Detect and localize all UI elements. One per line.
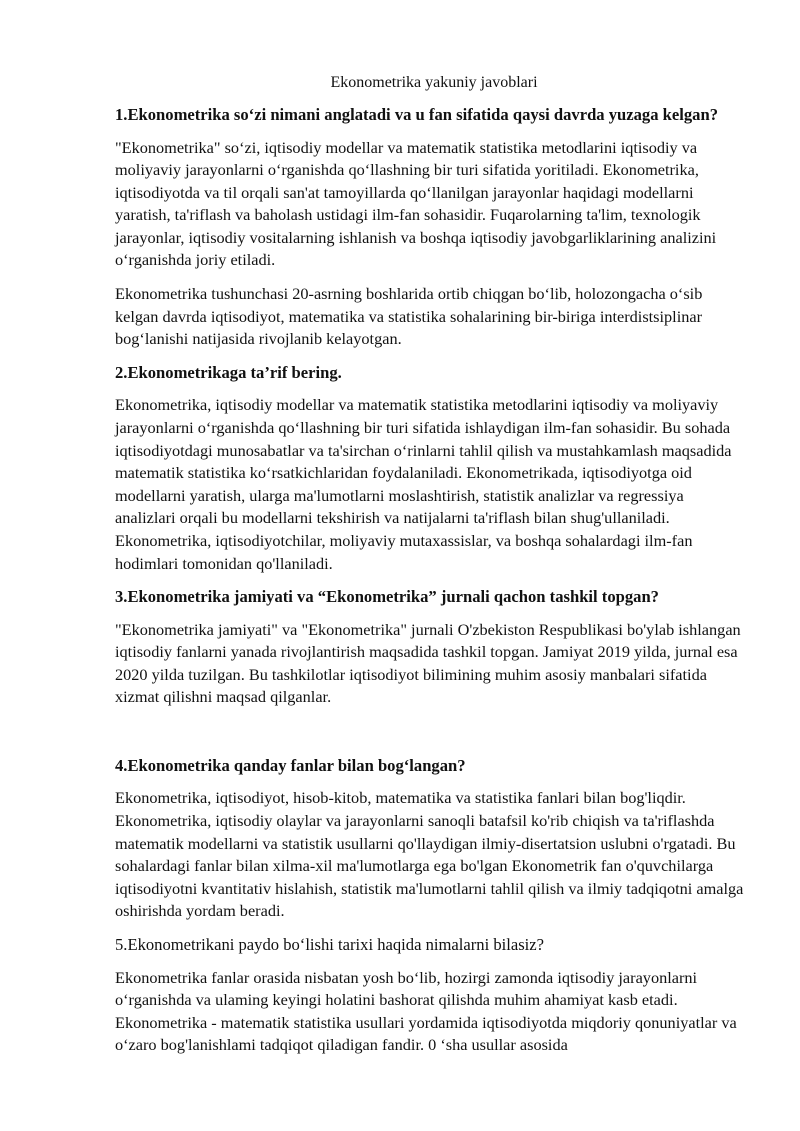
answer-5-paragraph-1: Ekonometrika fanlar orasida nisbatan yosh bo‘lib, hozirgi zamonda iqtisodiy jarayonlarni o‘rganishda va ulaming keyingi holatini bashorat qilishda muhim ahamiyat kasb etadi. Ekonometrika - matematik statistika usullari yordamida iqtisodiyotda miqdoriy qonuniyatlar va o‘zaro bog'lanishlami tadqiqot qiladigan fandir. 0 ‘sha usullar asosida (115, 967, 737, 1055)
answer-4-paragraph-1: Ekonometrika, iqtisodiyot, hisob-kitob, matematika va statistika fanlari bilan bog'liqdir. Ekonometrika, iqtisodiy olaylar va jarayonlarni sanoqli batafsil ko'rib chiqish va ta'riflashda matematik modellarni va statistik usullarni qo'llaydigan ilmiy-disertatsion uslubni o'rgatadi. Bu sohalardagi fanlar bilan xilma-xil ma'lumotlarga ega bo'lgan Ekonometrik fan o'quvchilarga iqtisodiyotni kvantitativ hislahish, statistik ma'lumotlarni tahlil qilish va ilmiy tadqiqotni amalga oshirishda yordam beradi. (115, 788, 744, 921)
question-2: 2.Ekonometrikaga ta’rif bering. (115, 362, 342, 382)
blank-spacer (115, 720, 747, 755)
answer-1-paragraph-2: Ekonometrika tushunchasi 20-asrning boshlarida ortib chiqgan bo‘lib, holozongacha o‘sib kelgan davrda iqtisodiyot, matematika va statistika sohalarining bir-biriga interdistsiplinar bog‘lanishi natijasida rivojlanib kelayotgan. (115, 284, 703, 349)
question-3: 3.Ekonometrika jamiyati va “Ekonometrika” jurnali qachon tashkil topgan? (115, 587, 659, 607)
question-5: 5.Ekonometrikani paydo bo‘lishi tarixi haqida nimalarni bilasiz? (115, 935, 545, 955)
question-1: 1.Ekonometrika so‘zi nimani anglatadi va u fan sifatida qaysi davrda yuzaga kelgan? (115, 105, 718, 124)
answer-1-paragraph-1: "Ekonometrika" so‘zi, iqtisodiy modellar va matematik statistika metodlarini iqtisodiy va moliyaviy jarayonlarni o‘rganishda qo‘llashning bir turi sifatida yoritiladi. Ekonometrika, iqtisodiyotda va til orqali san'at tamoyillarda qo‘llanilgan jarayonlar haqidagi modellarni yaratish, ta'riflash va baholash ustidagi ilm-fan sohasidir. Fuqarolarning ta'lim, texnologik jarayonlar, iqtisodiy vositalarning ishlanish va boshqa iqtisodiy javobgarliklarining analizini o‘rganishda joriy etiladi. (115, 137, 717, 270)
question-4: 4.Ekonometrika qanday fanlar bilan bog‘langan? (115, 755, 466, 775)
document-page (115, 72, 747, 1068)
answer-2-paragraph-1: Ekonometrika, iqtisodiy modellar va matematik statistika metodlarini iqtisodiy va moliyaviy jarayonlarni o‘rganishda qo‘llashning bir turi sifatida ishlaydigan ilm-fan sohasidir. Bu sohada iqtisodiyotdagi munosabatlar va ta'sirchan o‘rinlarni tahlil qilish va mustahkamlash maqsadida matematik statistika ko‘rsatkichlaridan foydalaniladi. Ekonometrikada, iqtisodiyotga oid modellarni yaratish, ularga ma'lumotlarni moslashtirish, statistik analizlar va regressiya analizlari orqali bu modellarni tekshirish va natijalarni ta'riflash bilan shug'ullaniladi. Ekonometrika, iqtisodiyotchilar, moliyaviy mutaxassislar, va boshqa sohalardagi ilm-fan hodimlari tomonidan qo'llaniladi. (115, 395, 732, 573)
answer-3-paragraph-1: "Ekonometrika jamiyati" va "Ekonometrika" jurnali O'zbekiston Respublikasi bo'ylab ishlangan iqtisodiy fanlarni yanada rivojlantirish maqsadida tashkil topgan. Jamiyat 2019 yilda, jurnal esa 2020 yilda tuzilgan. Bu tashkilotlar iqtisodiyot bilimining muhim asosiy manbalari sifatida xizmat qilishni maqsad qilganlar. (115, 619, 741, 707)
document-title: Ekonometrika yakuniy javoblari (330, 74, 538, 91)
